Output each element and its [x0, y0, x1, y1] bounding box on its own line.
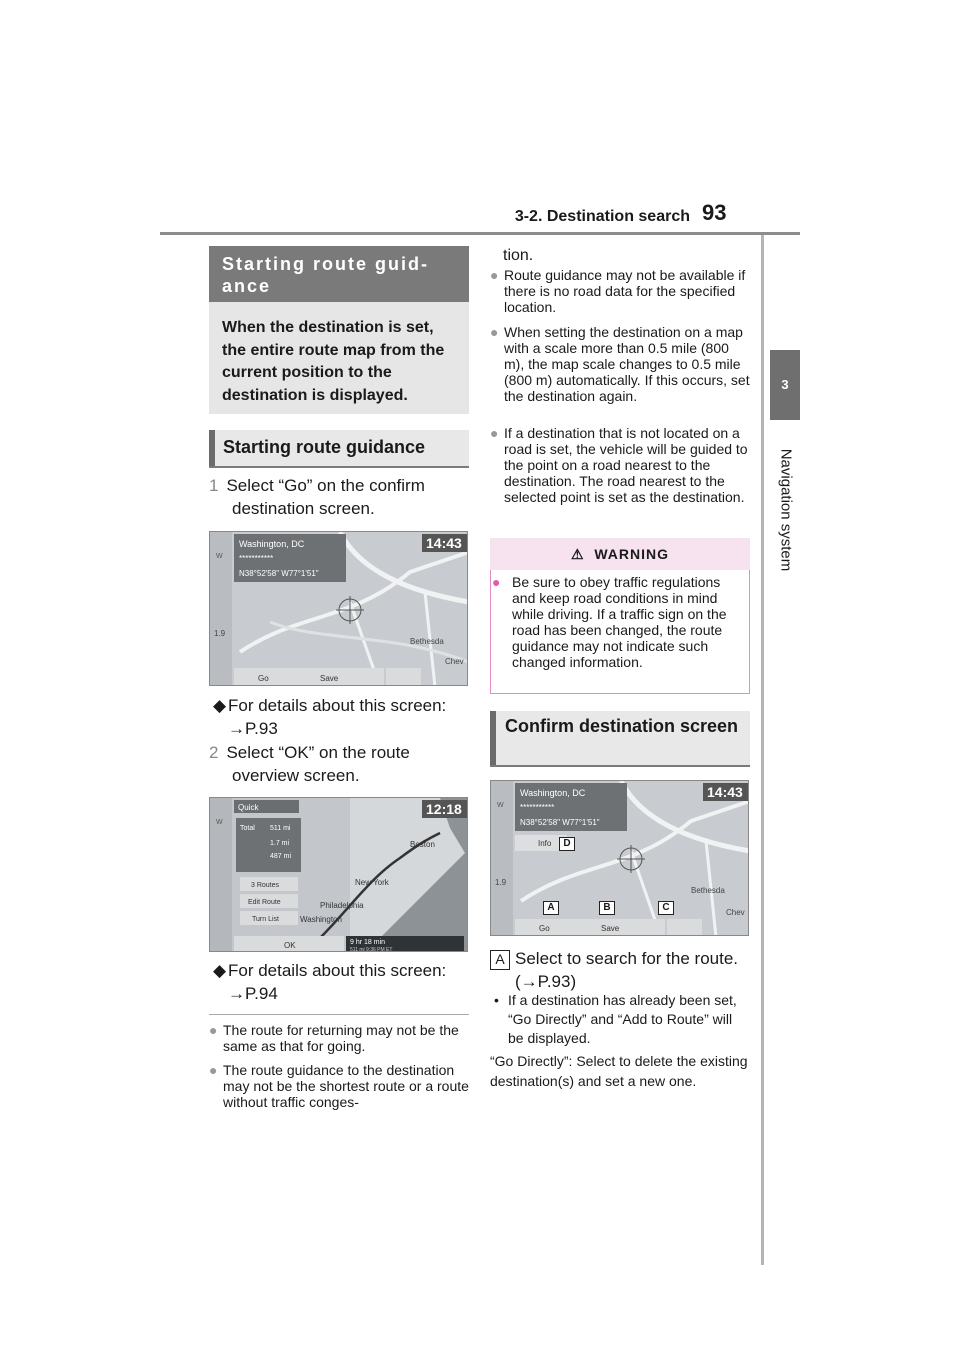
- warning-header: [490, 538, 750, 570]
- note-2: ● The route guidance to the destination may not be the shortest route or a route without traffic conges-: [209, 1062, 469, 1110]
- item-A-sub: • If a destination has already been set, “Go Directly” and “Add to Route” will be displayed.: [494, 992, 737, 1046]
- bullet-2-text: For details about this screen:: [228, 961, 447, 980]
- screen2-turn: Turn List: [252, 916, 279, 923]
- screen1-city: Washington, DC: [239, 539, 305, 549]
- warning-text-block: [492, 574, 746, 670]
- step-1: [209, 474, 469, 520]
- screen2-mode: Quick: [238, 803, 259, 812]
- screen3-go: Go: [539, 924, 550, 933]
- note-1-text: The route for returning may not be the same as that for going.: [223, 1022, 459, 1054]
- screen3-stars: ***********: [520, 803, 555, 812]
- screen2-boston: Boston: [410, 840, 435, 849]
- subsection-rule: [209, 466, 469, 468]
- item-A-ref-text: P.93): [537, 972, 577, 991]
- screen2-wash: Washington: [300, 915, 342, 924]
- route-overview-screenshot: [209, 797, 468, 952]
- item-A-ref: (→P.93): [515, 972, 577, 991]
- screen2-ny: New York: [355, 878, 389, 887]
- screen3-city: Washington, DC: [520, 788, 586, 798]
- step-2: [209, 741, 469, 787]
- callout-A: A: [543, 901, 559, 915]
- screen1-scale: 1.9: [214, 629, 226, 638]
- note-4-text: When setting the destination on a map with a scale more than 0.5 mile (800 m), the map scale changes to 0.5 mile (800 m) automatically. If this occurs, set the destination again.: [504, 324, 750, 404]
- screen1-time: 14:43: [426, 535, 462, 551]
- step-2-number: 2: [209, 743, 219, 762]
- screen2-time: 12:18: [426, 801, 462, 817]
- screen2-total-label: Total: [240, 825, 255, 832]
- screen2-d1: 1.7 mi: [270, 840, 290, 847]
- callout-D: D: [559, 837, 575, 851]
- step-1-text: Select “Go” on the confirm destination screen.: [226, 476, 425, 518]
- item-A-sub-text: If a destination has already been set, “Go Directly” and “Add to Route” will be displayed.: [508, 992, 737, 1046]
- screen3-compass: W: [497, 802, 504, 809]
- screen2-total: 511 mi: [270, 825, 291, 832]
- screen1-coords: N38°52'58" W77°1'51": [239, 569, 319, 578]
- screen1-compass: W: [216, 553, 223, 560]
- warning-triangle-icon: ⚠: [570, 546, 585, 562]
- page-number: 93: [702, 200, 727, 225]
- label-A-box: A: [490, 950, 510, 970]
- screen1-go: Go: [258, 674, 269, 683]
- note-5-text: If a destination that is not located on a road is set, the vehicle will be guided to the point on a road nearest to the destination. The road nearest to the selected point is set as the destination.: [504, 425, 748, 505]
- go-directly-text: “Go Directly”: Select to delete the existing destination(s) and set a new one.: [490, 1053, 748, 1089]
- confirm-destination-heading: Confirm destination screen: [490, 711, 750, 767]
- section-title: 3-2. Destination search: [514, 208, 690, 225]
- screen1-chev: Chev: [445, 657, 464, 666]
- step-1-number: 1: [209, 476, 219, 495]
- callout-B: B: [599, 901, 615, 915]
- arrow-icon-3: →: [520, 972, 538, 991]
- section-intro: When the destination is set, the entire route map from the current position to the destination is displayed.: [209, 302, 469, 414]
- subsection-heading: Starting route guidance: [209, 430, 469, 468]
- screen3-place: Bethesda: [691, 886, 725, 895]
- screen3-info: Info: [538, 839, 552, 848]
- bullet-1-ref: P.93: [245, 719, 278, 738]
- confirm-rule: [490, 765, 750, 767]
- screen2-ok: OK: [284, 941, 296, 950]
- bullet-1-text: For details about this screen:: [228, 696, 447, 715]
- screen2-eta-sub: 511 mi 9:36 PM ET: [350, 947, 393, 952]
- screen2-edit: Edit Route: [248, 899, 281, 906]
- note-3: ● Route guidance may not be available if there is no road data for the specified location.: [490, 267, 746, 315]
- notes-rule: [209, 1014, 469, 1015]
- warning-bullet: ●: [492, 574, 501, 590]
- note-1: ● The route for returning may not be the same as that for going.: [209, 1022, 459, 1054]
- header-rule: [160, 232, 800, 235]
- arrow-icon: →: [228, 719, 245, 738]
- confirm-destination-screenshot: [209, 531, 468, 686]
- screen3-time: 14:43: [707, 784, 743, 800]
- screen3-coords: N38°52'58" W77°1'51": [520, 818, 600, 827]
- screen1-place: Bethesda: [410, 637, 444, 646]
- section-heading-text: Starting route guid- ance: [222, 254, 429, 296]
- screen2-routes: 3 Routes: [251, 882, 280, 889]
- section-heading: [209, 246, 469, 302]
- screen2-d2: 487 mi: [270, 853, 292, 860]
- bullet-details-1: ◆ For details about this screen: →P.93: [213, 696, 447, 738]
- warning-text: Be sure to obey traffic regulations and keep road conditions in mind while driving. If a traffic sign on the road has been changed, the route guidance may not indicate such changed information.: [512, 574, 727, 670]
- screen2-compass: W: [216, 819, 223, 826]
- screen3-scale: 1.9: [495, 878, 507, 887]
- warning-title: WARNING: [594, 546, 669, 562]
- callout-C: C: [658, 901, 674, 915]
- confirm-destination-screen-diagram: [490, 780, 749, 936]
- screen3-save: Save: [601, 924, 620, 933]
- step-2-text: Select “OK” on the route overview screen.: [226, 743, 410, 785]
- bullet-details-2: ◆ For details about this screen: →P.94: [213, 961, 447, 1003]
- chapter-number-tab: 3: [770, 350, 800, 420]
- note-3-text: Route guidance may not be available if there is no road data for the specified location.: [504, 267, 746, 315]
- chapter-side-bar: [761, 235, 764, 1265]
- screen2-eta: 9 hr 18 min: [350, 939, 386, 946]
- note-2-text: The route guidance to the destination may not be the shortest route or a route without traffic conges-: [223, 1062, 469, 1110]
- note-2-continued: tion.: [503, 247, 534, 264]
- note-4: ● When setting the destination on a map with a scale more than 0.5 mile (800 m), the map scale changes to 0.5 mile (800 m) automatically. If this occurs, set the destination again.: [490, 324, 750, 404]
- chapter-label: [768, 430, 804, 590]
- chapter-label-text: Navigation system: [777, 448, 795, 572]
- note-5: ● If a destination that is not located on a road is set, the vehicle will be guided to the point on a road nearest to the destination. The road nearest to the selected point is set as the destination.: [490, 425, 748, 505]
- screen1-stars: ***********: [239, 554, 274, 563]
- bullet-2-ref: P.94: [245, 984, 278, 1003]
- arrow-icon-2: →: [228, 984, 245, 1003]
- item-A-text: Select to search for the route.: [515, 949, 739, 968]
- screen1-save: Save: [320, 674, 339, 683]
- screen2-phil: Philadelphia: [320, 901, 364, 910]
- screen3-chev: Chev: [726, 908, 745, 917]
